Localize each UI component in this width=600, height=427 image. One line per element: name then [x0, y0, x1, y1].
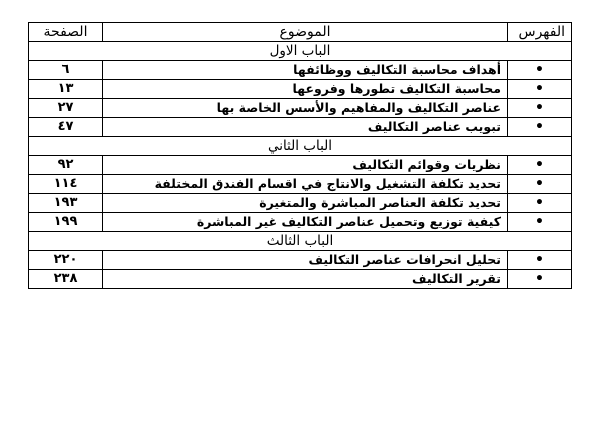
- table-of-contents: [28, 22, 572, 289]
- entry-page: ١١٤: [29, 175, 103, 194]
- topic-header: الموضوع: [103, 23, 508, 42]
- bullet-icon: •: [508, 175, 572, 194]
- entry-title: عناصر التكاليف والمفاهيم والأسس الخاصة بها: [103, 99, 508, 118]
- entry-page: ١٩٩: [29, 213, 103, 232]
- bullet-icon: •: [508, 270, 572, 289]
- header-row: [29, 23, 572, 42]
- index-header: الفهرس: [508, 23, 572, 42]
- entry-page: ٦: [29, 61, 103, 80]
- entry-title: تحديد تكلفة التشغيل والانتاج في اقسام الفندق المختلفة: [103, 175, 508, 194]
- toc-entry-row: [29, 99, 572, 118]
- section-title: الباب الاول: [29, 42, 572, 61]
- bullet-icon: •: [508, 118, 572, 137]
- toc-entry-row: [29, 270, 572, 289]
- entry-page: ٩٢: [29, 156, 103, 175]
- bullet-icon: •: [508, 194, 572, 213]
- toc-entry-row: [29, 175, 572, 194]
- entry-title: كيفية توزيع وتحميل عناصر التكاليف غير المباشرة: [103, 213, 508, 232]
- toc-entry-row: [29, 80, 572, 99]
- toc-entry-row: [29, 194, 572, 213]
- entry-title: نظريات وقوائم التكاليف: [103, 156, 508, 175]
- section-row: [29, 137, 572, 156]
- entry-page: ٢٣٨: [29, 270, 103, 289]
- entry-page: ٢٢٠: [29, 251, 103, 270]
- entry-title: تبويب عناصر التكاليف: [103, 118, 508, 137]
- page-header: الصفحة: [29, 23, 103, 42]
- toc-body: [29, 23, 572, 289]
- entry-title: محاسبة التكاليف تطورها وفروعها: [103, 80, 508, 99]
- bullet-icon: •: [508, 156, 572, 175]
- entry-page: ١٣: [29, 80, 103, 99]
- entry-title: تحديد تكلفة العناصر المباشرة والمتغيرة: [103, 194, 508, 213]
- bullet-icon: •: [508, 99, 572, 118]
- section-title: الباب الثالث: [29, 232, 572, 251]
- toc-entry-row: [29, 61, 572, 80]
- bullet-icon: •: [508, 213, 572, 232]
- bullet-icon: •: [508, 61, 572, 80]
- entry-page: ١٩٣: [29, 194, 103, 213]
- toc-entry-row: [29, 213, 572, 232]
- section-row: [29, 42, 572, 61]
- entry-page: ٤٧: [29, 118, 103, 137]
- toc-entry-row: [29, 118, 572, 137]
- toc-entry-row: [29, 251, 572, 270]
- entry-title: تقرير التكاليف: [103, 270, 508, 289]
- section-row: [29, 232, 572, 251]
- entry-page: ٢٧: [29, 99, 103, 118]
- section-title: الباب الثاني: [29, 137, 572, 156]
- bullet-icon: •: [508, 80, 572, 99]
- entry-title: أهداف محاسبة التكاليف ووظائفها: [103, 61, 508, 80]
- entry-title: تحليل انحرافات عناصر التكاليف: [103, 251, 508, 270]
- bullet-icon: •: [508, 251, 572, 270]
- toc-entry-row: [29, 156, 572, 175]
